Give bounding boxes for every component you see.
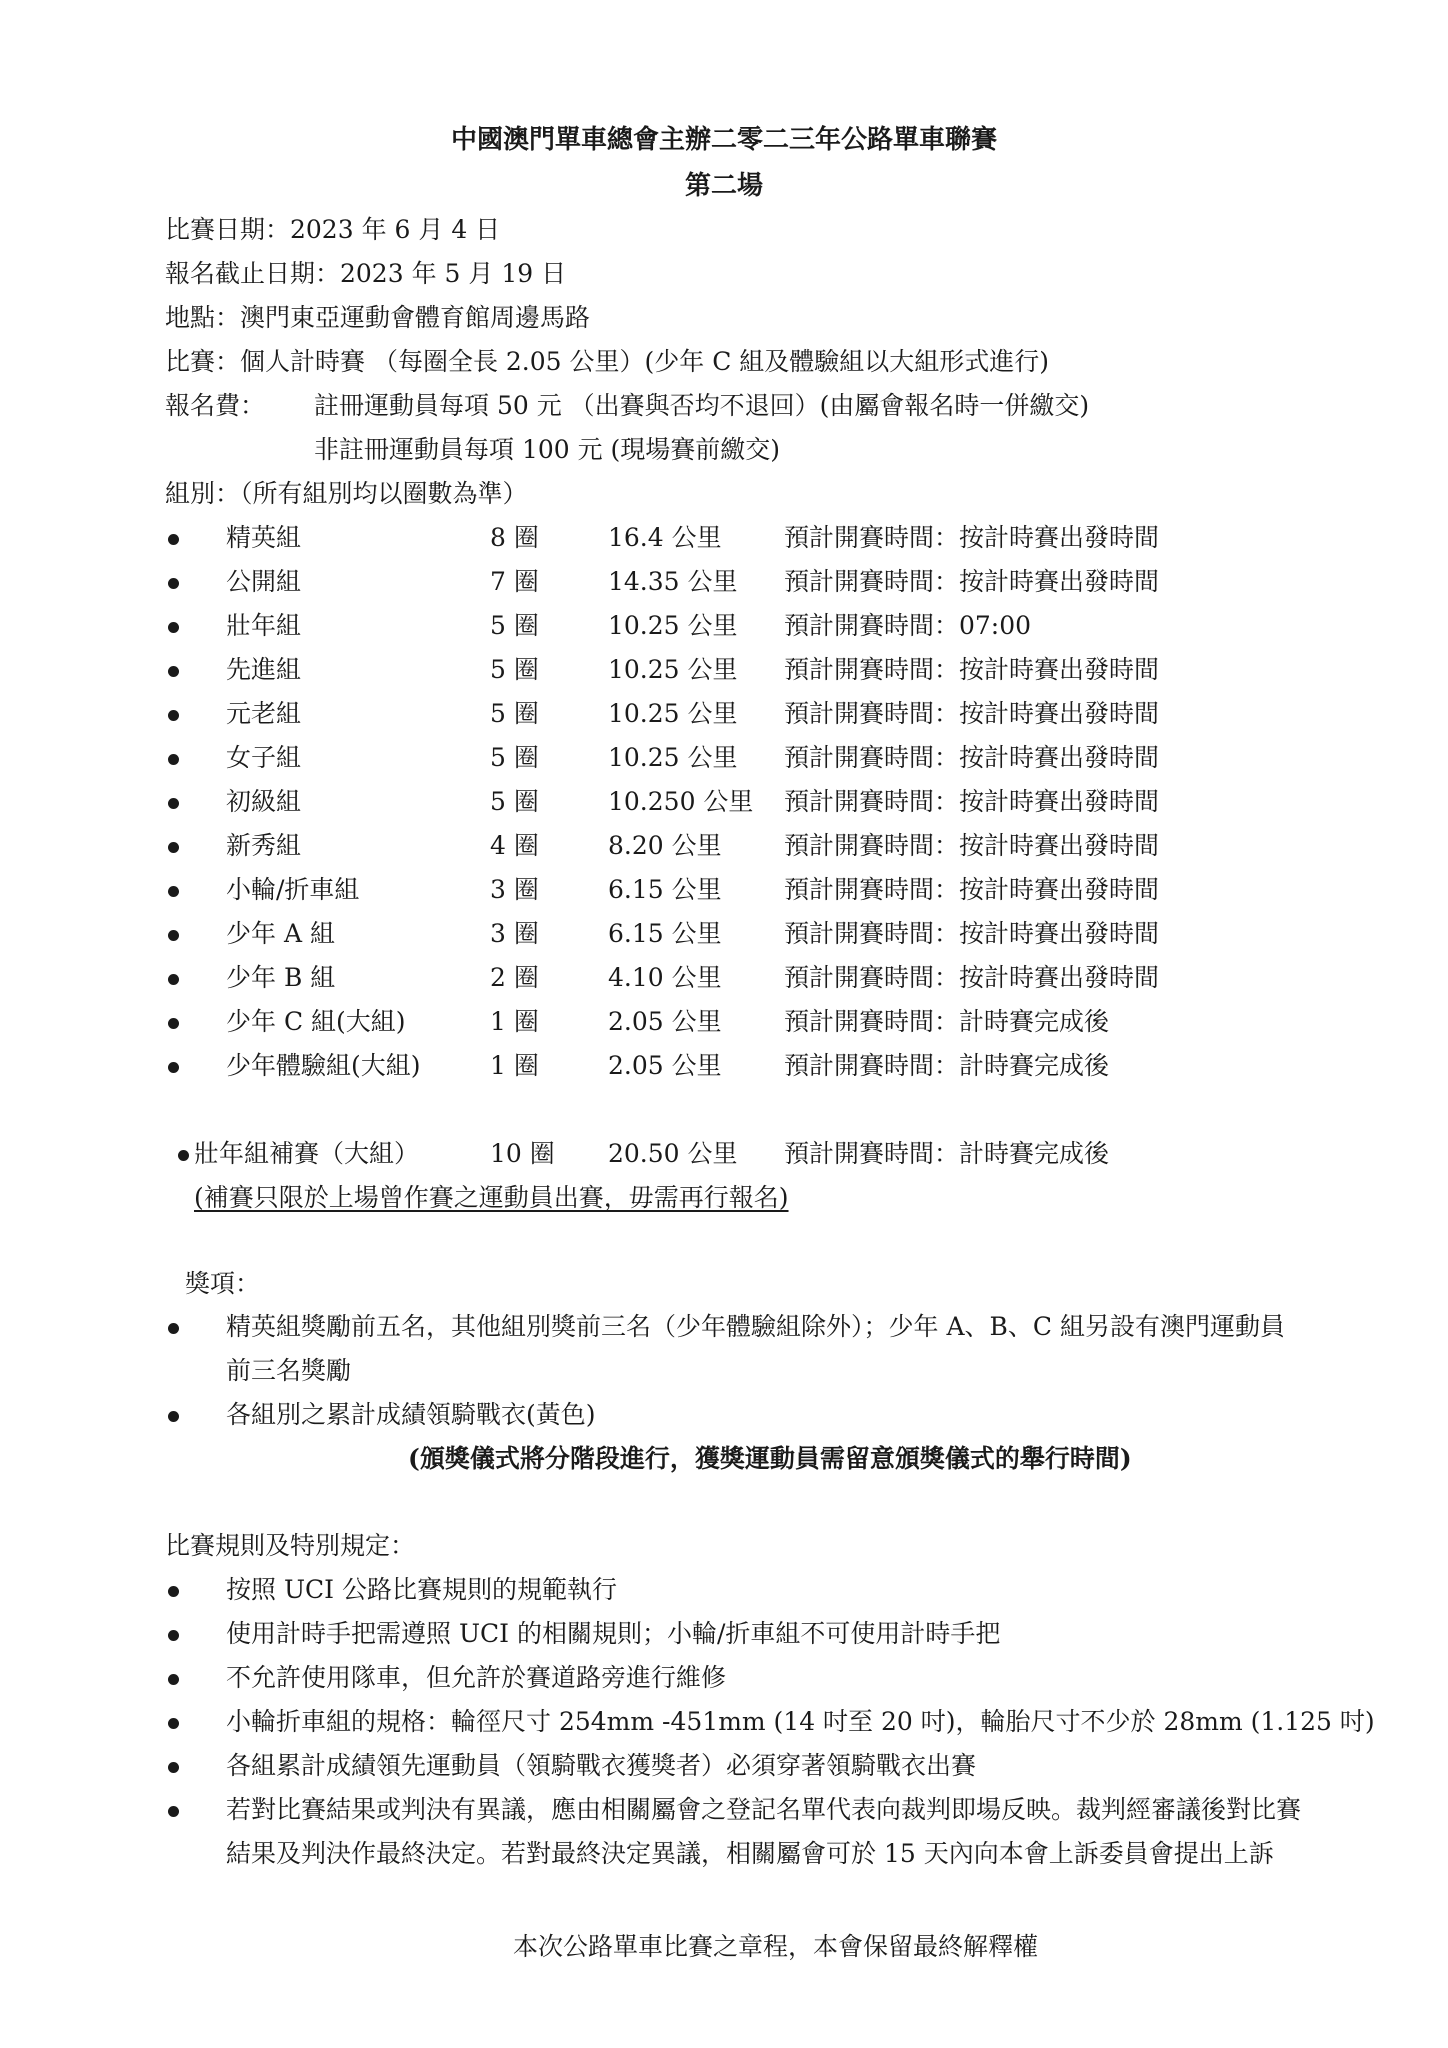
venue: 地點：澳門東亞運動會體育館周邊馬路 [165,303,591,332]
fee-label: 報名費： [165,391,266,420]
rule-item: 不允許使用隊車，但允許於賽道路旁進行維修 [226,1663,727,1692]
group-laps: 5 圈 [490,787,539,816]
group-name: 少年 C 組(大組) [226,1007,406,1036]
group-distance: 8.20 公里 [608,831,722,860]
bullet-icon [168,754,179,765]
group-distance: 16.4 公里 [608,523,722,552]
group-laps: 5 圈 [490,699,539,728]
rule-item: 各組累計成績領先運動員（領騎戰衣獲獎者）必須穿著領騎戰衣出賽 [226,1751,977,1780]
group-start-time: 預計開賽時間：按計時賽出發時間 [784,743,1160,772]
bullet-icon [178,1150,189,1161]
group-start-time: 預計開賽時間：按計時賽出發時間 [784,655,1160,684]
group-laps: 7 圈 [490,567,539,596]
group-start-time: 預計開賽時間：按計時賽出發時間 [784,523,1160,552]
group-name: 少年 A 組 [226,919,335,948]
group-distance: 4.10 公里 [608,963,722,992]
group-name: 壯年組 [226,611,302,640]
awards-note: (頒獎儀式將分階段進行，獲獎運動員需留意頒獎儀式的舉行時間) [408,1444,1132,1473]
bullet-icon [168,1674,179,1685]
group-name: 少年體驗組(大組) [226,1051,421,1080]
group-name: 精英組 [226,523,302,552]
group-distance: 10.250 公里 [608,787,754,816]
rule-item: 若對比賽結果或判決有異議，應由相關屬會之登記名單代表向裁判即場反映。裁判經審議後對比賽 [226,1795,1302,1824]
extra-race-laps: 10 圈 [490,1139,555,1168]
rule-item-continued: 結果及判決作最終決定。若對最終決定異議，相關屬會可於 15 天內向本會上訴委員會提出上訴 [226,1839,1274,1868]
race-format: 比賽：個人計時賽 （每圈全長 2.05 公里）(少年 C 組及體驗組以大組形式進行) [165,347,1050,376]
group-laps: 3 圈 [490,919,539,948]
group-laps: 1 圈 [490,1007,539,1036]
group-laps: 2 圈 [490,963,539,992]
group-name: 元老組 [226,699,302,728]
bullet-icon [168,622,179,633]
group-start-time: 預計開賽時間：按計時賽出發時間 [784,787,1160,816]
group-laps: 5 圈 [490,611,539,640]
footer-note: 本次公路單車比賽之章程，本會保留最終解釋權 [513,1932,1039,1961]
extra-race-name: 壯年組補賽（大組） [194,1139,420,1168]
bullet-icon [168,1062,179,1073]
group-name: 女子組 [226,743,302,772]
group-start-time: 預計開賽時間：計時賽完成後 [784,1051,1110,1080]
race-date: 比賽日期：2023 年 6 月 4 日 [165,215,501,244]
rules-heading: 比賽規則及特別規定： [165,1531,416,1560]
group-distance: 6.15 公里 [608,919,722,948]
awards-heading: 獎項： [185,1269,261,1298]
bullet-icon [168,710,179,721]
fee-unregistered: 非註冊運動員每項 100 元 (現場賽前繳交) [314,435,781,464]
bullet-icon [168,1806,179,1817]
group-laps: 8 圈 [490,523,539,552]
document-subtitle: 第二場 [684,171,763,201]
extra-race-note: (補賽只限於上場曾作賽之運動員出賽，毋需再行報名) [194,1183,789,1212]
group-distance: 2.05 公里 [608,1051,722,1080]
group-distance: 10.25 公里 [608,699,738,728]
groups-heading: 組別：（所有組別均以圈數為準） [165,479,528,508]
group-laps: 1 圈 [490,1051,539,1080]
bullet-icon [168,1630,179,1641]
extra-race-distance: 20.50 公里 [608,1139,738,1168]
group-name: 公開組 [226,567,302,596]
bullet-icon [168,886,179,897]
rule-item: 按照 UCI 公路比賽規則的規範執行 [226,1575,617,1604]
group-name: 初級組 [226,787,302,816]
award-item-continued: 前三名獎勵 [226,1356,352,1385]
group-start-time: 預計開賽時間：按計時賽出發時間 [784,831,1160,860]
group-start-time: 預計開賽時間：按計時賽出發時間 [784,963,1160,992]
group-name: 少年 B 組 [226,963,336,992]
rule-item: 小輪折車組的規格：輪徑尺寸 254mm -451mm (14 吋至 20 吋)，輪胎尺寸不少於 28mm (1.125 吋) [226,1707,1375,1736]
group-laps: 5 圈 [490,743,539,772]
bullet-icon [168,798,179,809]
bullet-icon [168,1718,179,1729]
group-name: 先進組 [226,655,302,684]
bullet-icon [168,578,179,589]
bullet-icon [168,1411,179,1422]
group-distance: 10.25 公里 [608,611,738,640]
award-item: 精英組獎勵前五名，其他組別獎前三名（少年體驗組除外）；少年 A、B、C 組另設有澳門運動員 [226,1312,1285,1341]
group-distance: 2.05 公里 [608,1007,722,1036]
group-start-time: 預計開賽時間：07:00 [784,611,1032,640]
group-start-time: 預計開賽時間：按計時賽出發時間 [784,919,1160,948]
bullet-icon [168,842,179,853]
group-start-time: 預計開賽時間：按計時賽出發時間 [784,699,1160,728]
bullet-icon [168,974,179,985]
bullet-icon [168,1762,179,1773]
bullet-icon [168,534,179,545]
bullet-icon [168,1018,179,1029]
group-laps: 3 圈 [490,875,539,904]
group-start-time: 預計開賽時間：按計時賽出發時間 [784,567,1160,596]
bullet-icon [168,666,179,677]
group-start-time: 預計開賽時間：計時賽完成後 [784,1007,1110,1036]
group-distance: 10.25 公里 [608,743,738,772]
group-laps: 5 圈 [490,655,539,684]
registration-deadline: 報名截止日期：2023 年 5 月 19 日 [165,259,567,288]
award-item: 各組別之累計成績領騎戰衣(黃色) [226,1400,596,1429]
document-title: 中國澳門單車總會主辦二零二三年公路單車聯賽 [450,125,997,155]
fee-registered: 註冊運動員每項 50 元 （出賽與否均不退回）(由屬會報名時一併繳交) [314,391,1090,420]
group-start-time: 預計開賽時間：按計時賽出發時間 [784,875,1160,904]
bullet-icon [168,930,179,941]
group-name: 新秀組 [226,831,302,860]
group-distance: 6.15 公里 [608,875,722,904]
rule-item: 使用計時手把需遵照 UCI 的相關規則；小輪/折車組不可使用計時手把 [226,1619,1001,1648]
group-laps: 4 圈 [490,831,539,860]
group-distance: 14.35 公里 [608,567,738,596]
bullet-icon [168,1586,179,1597]
bullet-icon [168,1323,179,1334]
group-distance: 10.25 公里 [608,655,738,684]
extra-race-start: 預計開賽時間：計時賽完成後 [784,1139,1110,1168]
group-name: 小輪/折車組 [226,875,360,904]
